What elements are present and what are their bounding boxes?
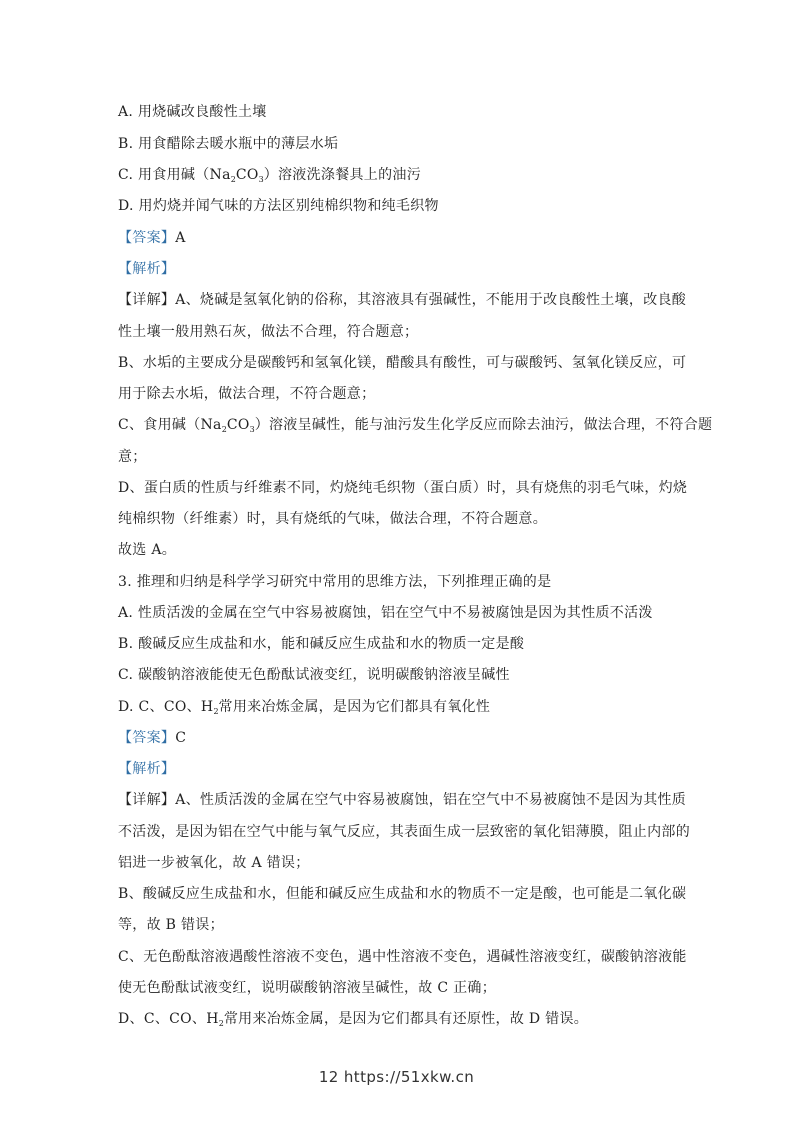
q3-detail-a-line3: 铝进一步被氧化，故 A 错误； — [118, 855, 310, 871]
q3-detail-a-line2: 不活泼，是因为铝在空气中能与氧气反应，其表面生成一层致密的氧化铝薄膜，阻止内部的 — [118, 824, 690, 840]
q3-option-d: D. C、CO、$H_2$常用来冶炼金属，是因为它们都具有氧化性 — [118, 699, 491, 716]
q2-option-b: B. 用食醋除去暖水瓶中的薄层水垢 — [118, 136, 339, 152]
q3-analysis-tag: 【解析】 — [118, 761, 176, 777]
q2-conclusion: 故选 A。 — [118, 542, 177, 558]
q3-detail-c-line2: 使无色酚酞试液变红，说明碳酸钠溶液呈碱性，故 C 正确； — [118, 980, 497, 996]
q2-option-c: C. 用食用碱$(Na_2CO_3)$溶液洗涤餐具上的油污 — [118, 167, 422, 184]
q2-answer: 【答案】A — [118, 230, 186, 246]
answer-tag: 【答案】 — [118, 730, 176, 746]
q3-option-b: B. 酸碱反应生成盐和水，能和碱反应生成盐和水的物质一定是酸 — [118, 636, 525, 652]
q3-option-a: A. 性质活泼的金属在空气中容易被腐蚀，铝在空气中不易被腐蚀是因为其性质不活泼 — [118, 605, 653, 621]
q3-detail-d-line1: D、C、CO、$H_2$常用来冶炼金属，是因为它们都具有还原性，故 D 错误。 — [118, 1011, 589, 1028]
q3-detail-a-line1: 【详解】A、性质活泼的金属在空气中容易被腐蚀，铝在空气中不易被腐蚀不是因为其性质 — [118, 792, 687, 808]
q2-analysis-tag: 【解析】 — [118, 261, 176, 277]
q3-stem: 3. 推理和归纳是科学学习研究中常用的思维方法，下列推理正确的是 — [118, 574, 552, 590]
q2-detail-b-line1: B、水垢的主要成分是碳酸钙和氢氧化镁，醋酸具有酸性，可与碳酸钙、氢氧化镁反应，可 — [118, 355, 687, 371]
q2-detail-c-line2: 意； — [118, 449, 147, 465]
q2-option-a: A. 用烧碱改良酸性土壤 — [118, 104, 267, 120]
answer-tag: 【答案】 — [118, 230, 176, 246]
q3-detail-b-line1: B、酸碱反应生成盐和水，但能和碱反应生成盐和水的物质不一定是酸，也可能是二氧化碳 — [118, 886, 687, 902]
q3-option-c: C. 碳酸钠溶液能使无色酚酞试液变红，说明碳酸钠溶液呈碱性 — [118, 667, 510, 683]
q2-detail-d-line1: D、蛋白质的性质与纤维素不同，灼烧纯毛织物（蛋白质）时，具有烧焦的羽毛气味，灼烧 — [118, 480, 688, 496]
q2-detail-c-line1: C、食用碱$(Na_2CO_3)$溶液呈碱性，能与油污发生化学反应而除去油污，做法合理，不符合题 — [118, 417, 713, 434]
q3-detail-c-line1: C、无色酚酞溶液遇酸性溶液不变色，遇中性溶液不变色，遇碱性溶液变红，碳酸钠溶液能 — [118, 949, 687, 965]
q2-detail-d-line2: 纯棉织物（纤维素）时，具有烧纸的气味，做法合理，不符合题意。 — [118, 511, 547, 527]
q2-detail-b-line2: 用于除去水垢，做法合理，不符合题意； — [118, 386, 376, 402]
q2-detail-a-line1: 【详解】A、烧碱是氢氧化钠的俗称，其溶液具有强碱性，不能用于改良酸性土壤，改良酸 — [118, 292, 687, 308]
q3-answer: 【答案】C — [118, 730, 187, 746]
q2-detail-a-line2: 性土壤一般用熟石灰，做法不合理，符合题意； — [118, 324, 419, 340]
q3-detail-b-line2: 等，故 B 错误； — [118, 917, 224, 933]
page-footer: 12 https://51xkw.cn — [318, 1068, 475, 1086]
q2-option-d: D. 用灼烧并闻气味的方法区别纯棉织物和纯毛织物 — [118, 198, 439, 214]
